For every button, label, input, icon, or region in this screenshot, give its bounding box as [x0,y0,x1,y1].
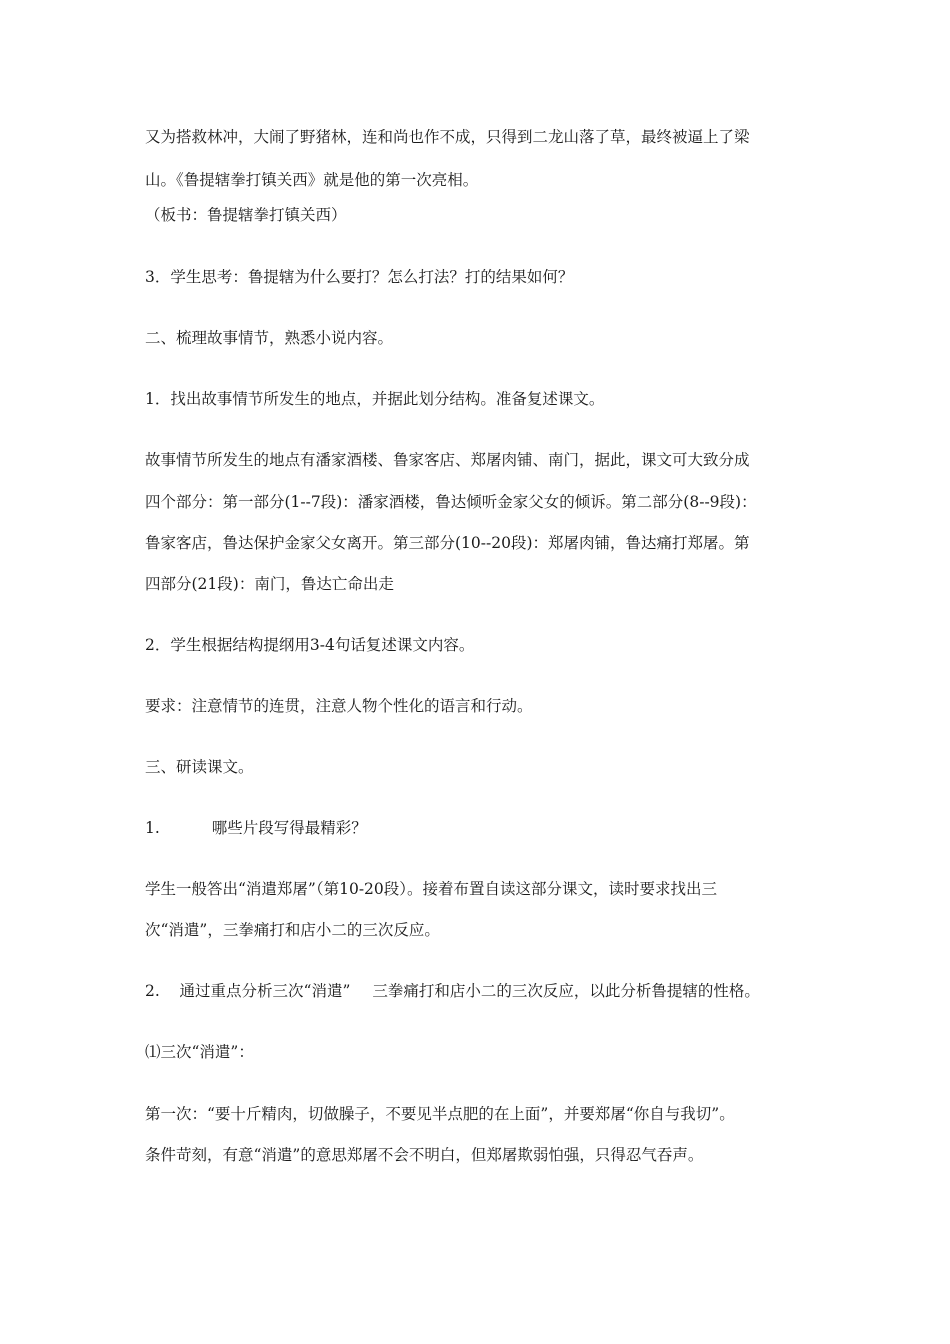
paragraph-line: 第一次：“要十斤精肉，切做臊子，不要见半点肥的在上面”，并要郑屠“你自与我切”。 [145,1105,735,1123]
subheading: ⑴三次“消遣”： [145,1043,254,1061]
question-3: 3．学生思考：鲁提辖为什么要打？怎么打法？打的结果如何？ [145,268,574,286]
requirement: 要求：注意情节的连贯，注意人物个性化的语言和行动。 [145,697,533,715]
task-2: 2．学生根据结构提纲用3-4句话复述课文内容。 [145,636,475,654]
question-1-text: 哪些片段写得最精彩？ [211,819,367,837]
paragraph-line: 四个部分：第一部分(1--7段)：潘家酒楼，鲁达倾听金家父女的倾诉。第二部分(8--9段)： [145,493,757,511]
paragraph-line: 条件苛刻，有意“消遣”的意思郑屠不会不明白，但郑屠欺弱怕强，只得忍气吞声。 [145,1146,704,1164]
question-1-number: 1. [145,819,160,837]
question-2-part2: 三拳痛打和店小二的三次反应，以此分析鲁提辖的性格。 [372,982,760,1000]
paragraph-line: 山。《鲁提辖拳打镇关西》就是他的第一次亮相。 [145,171,479,189]
question-2-part1: 通过重点分析三次“消遣” [179,982,351,1000]
paragraph-line: 故事情节所发生的地点有潘家酒楼、鲁家客店、郑屠肉铺、南门，据此，课文可大致分成 [145,451,750,469]
paragraph-line: 次“消遣”，三拳痛打和店小二的三次反应。 [145,921,440,939]
paragraph-line: 又为搭救林冲，大闹了野猪林，连和尚也作不成，只得到二龙山落了草，最终被逼上了梁 [145,128,750,146]
question-2 [145,981,825,1001]
board-note: （板书：鲁提辖拳打镇关西） [145,206,347,224]
section-heading-3: 三、研读课文。 [145,758,254,776]
paragraph-line: 鲁家客店，鲁达保护金家父女离开。第三部分(10--20段)：郑屠肉铺，鲁达痛打郑屠。第 [145,534,750,552]
question-2-number: 2. [145,982,160,1000]
paragraph-line: 学生一般答出“消遣郑屠”（第10-20段）。接着布置自读这部分课文，读时要求找出三 [145,880,718,898]
question-1 [145,818,825,838]
paragraph-line: 四部分(21段)：南门，鲁达亡命出走 [145,575,394,593]
task-1: 1．找出故事情节所发生的地点，并据此划分结构。准备复述课文。 [145,390,605,408]
section-heading-2: 二、梳理故事情节，熟悉小说内容。 [145,329,394,347]
